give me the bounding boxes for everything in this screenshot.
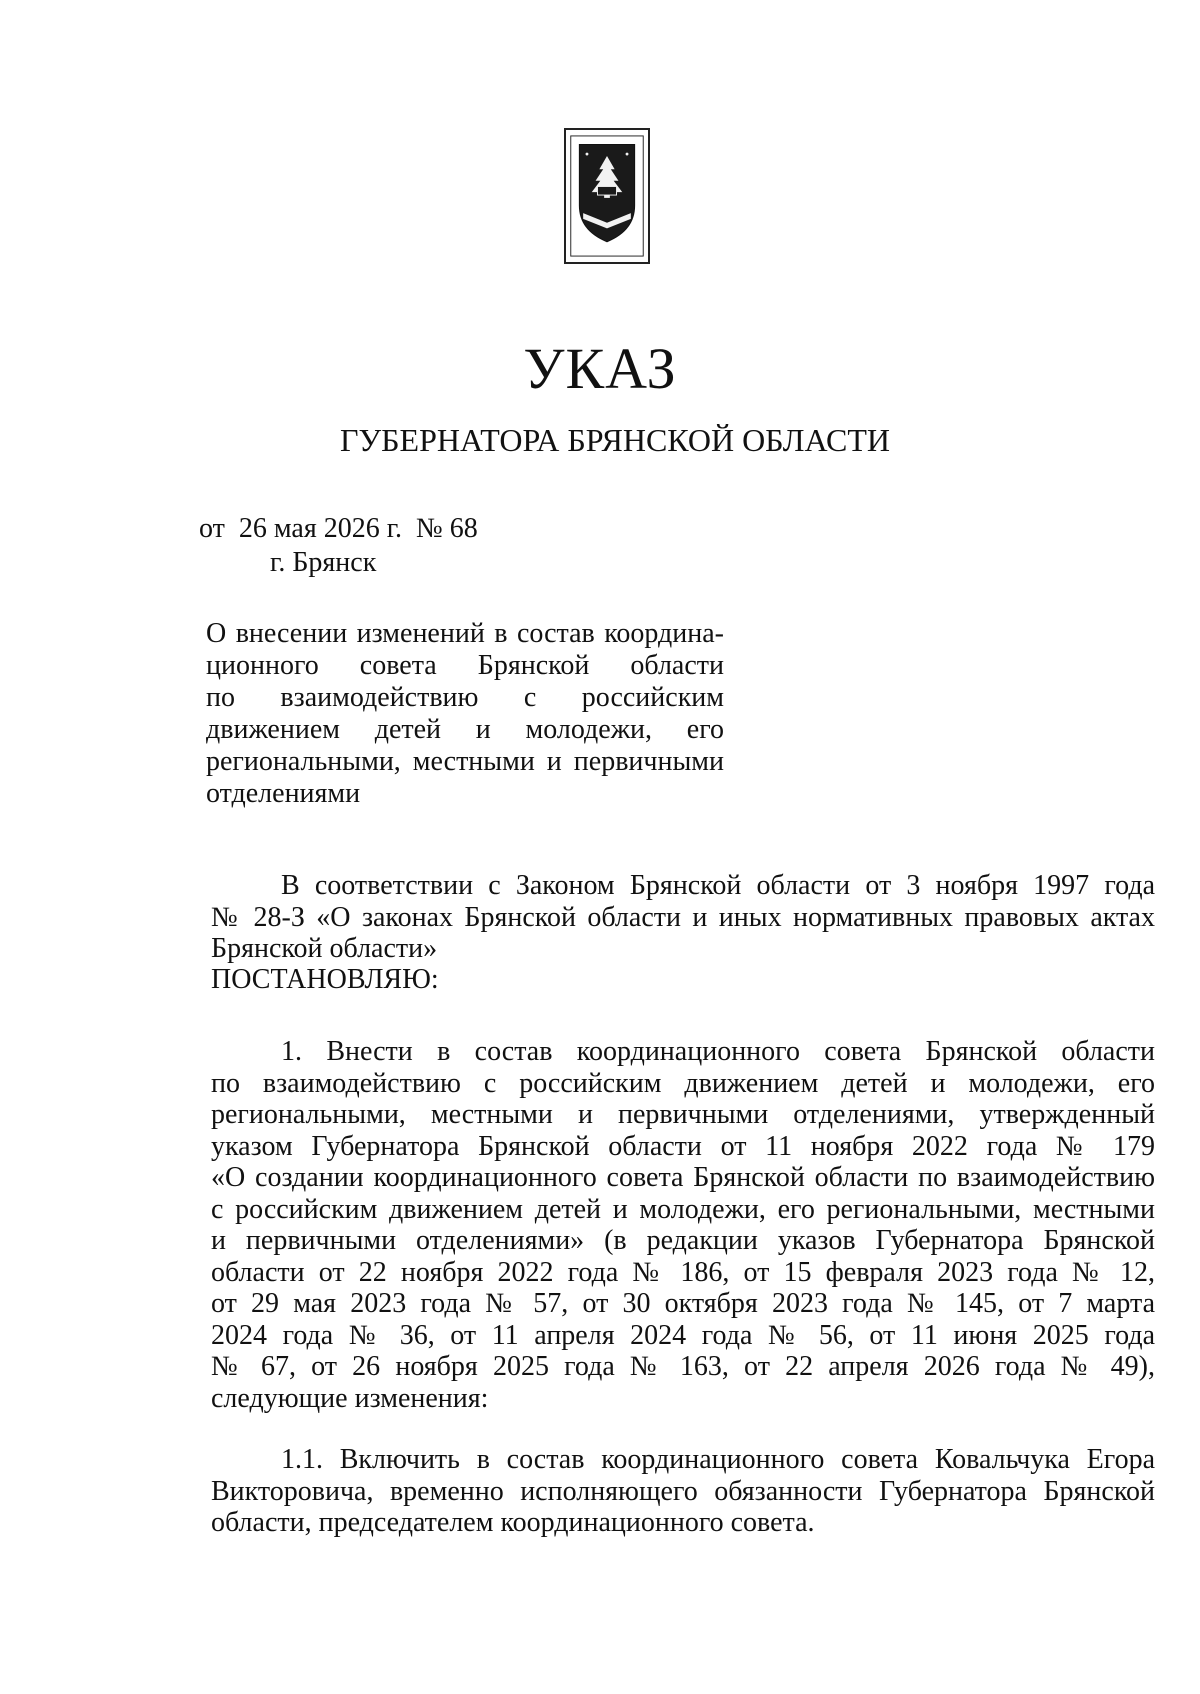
item-line: и первичными отделениями» (в редакции указов Губернатора Брянской: [211, 1225, 1155, 1256]
decree-subject: [206, 618, 724, 810]
item-line: «О создании координационного совета Брянской области по взаимодействию: [211, 1162, 1155, 1193]
preamble-line: № 28-З «О законах Брянской области и иных нормативных правовых актах: [211, 901, 1155, 933]
item-line: области, председателем координационного совета.: [211, 1507, 815, 1538]
bryansk-region-coat-of-arms-icon: [566, 130, 648, 262]
item-line: 2024 года № 36, от 11 апреля 2024 года № 56, от 11 июня 2025 года: [211, 1319, 1155, 1351]
date-number: от 26 мая 2026 г. № 68: [199, 513, 478, 544]
item-line: по взаимодействию с российским движением детей и молодежи, его: [211, 1067, 1155, 1099]
preamble-line: Брянской области»: [211, 933, 438, 964]
subject-line: региональными, местными и первичными: [206, 746, 724, 777]
item-line: 1.1. Включить в состав координационного совета Ковальчука Егора: [281, 1444, 1155, 1475]
subject-line: по взаимодействию с российским: [206, 682, 724, 713]
subject-line: О внесении изменений в состав координа-: [206, 618, 724, 649]
subject-line: отделениями: [206, 778, 361, 809]
item-1-1: [211, 1444, 1155, 1539]
item-line: региональными, местными и первичными отделениями, утвержденный: [211, 1099, 1155, 1130]
preamble: [211, 870, 1155, 965]
preamble-line: В соответствии с Законом Брянской области от 3 ноября 1997 года: [281, 870, 1155, 901]
item-line: № 67, от 26 ноября 2025 года № 163, от 22 апреля 2026 года № 49),: [211, 1351, 1155, 1382]
item-line: указом Губернатора Брянской области от 11 ноября 2022 года № 179: [211, 1130, 1155, 1162]
decree-word: ПОСТАНОВЛЯЮ:: [211, 964, 439, 995]
item-line: области от 22 ноября 2022 года № 186, от 15 февраля 2023 года № 12,: [211, 1256, 1155, 1288]
item-1: [211, 1036, 1155, 1414]
item-line: следующие изменения:: [211, 1382, 489, 1414]
document-title: УКАЗ: [523, 336, 677, 401]
item-line: от 29 мая 2023 года № 57, от 30 октября 2023 года № 145, от 7 марта: [211, 1288, 1155, 1319]
document-subtitle: ГУБЕРНАТОРА БРЯНСКОЙ ОБЛАСТИ: [340, 422, 890, 458]
place: г. Брянск: [270, 547, 377, 578]
subject-line: движением детей и молодежи, его: [206, 714, 724, 745]
item-line: с российским движением детей и молодежи, его региональными, местными: [211, 1193, 1155, 1225]
subject-line: ционного совета Брянской области: [206, 650, 724, 681]
item-line: Викторовича, временно исполняющего обязанности Губернатора Брянской: [211, 1475, 1155, 1507]
coat-of-arms: [564, 128, 650, 264]
item-line: 1. Внести в состав координационного совета Брянской области: [281, 1036, 1155, 1067]
